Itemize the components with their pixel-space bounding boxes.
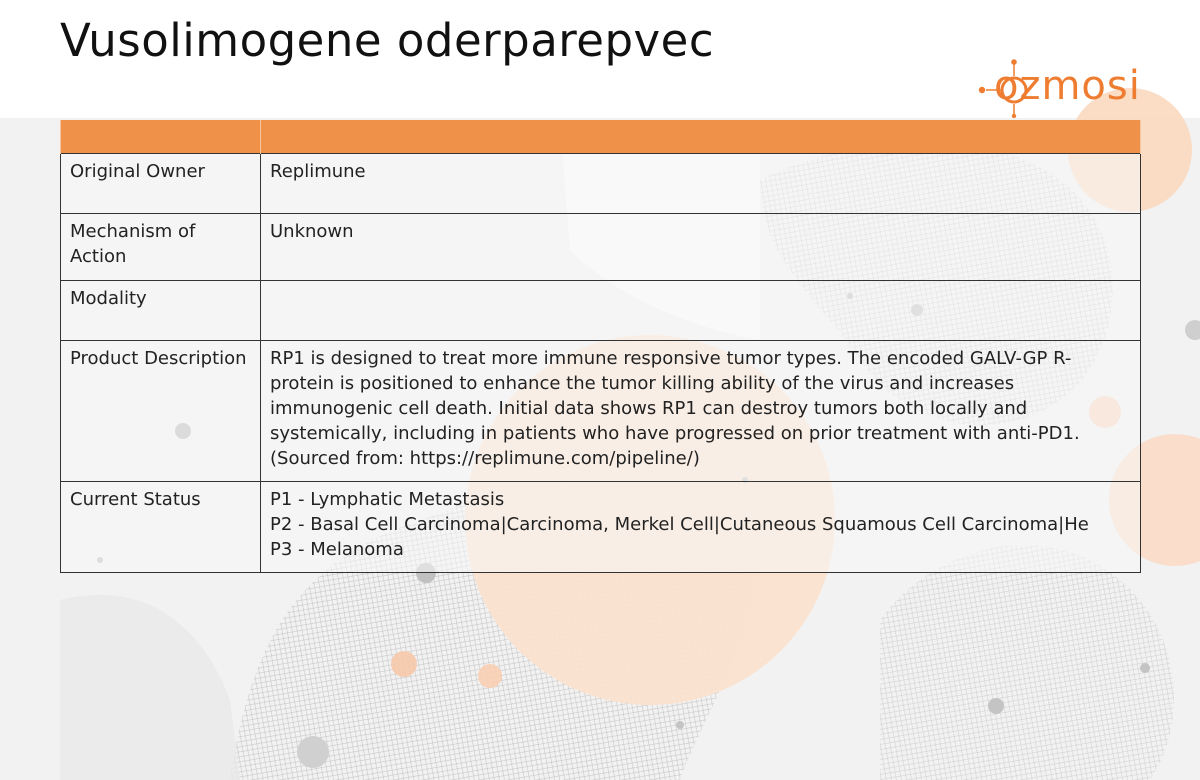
row-value-current-status <box>261 482 1141 573</box>
table-row <box>61 154 1141 214</box>
table-header-row <box>61 120 1141 154</box>
row-label-modality: Modality <box>61 281 261 341</box>
row-label-original-owner: Original Owner <box>61 154 261 214</box>
ozmosi-logo <box>968 58 1148 118</box>
header-cell-label <box>61 120 261 154</box>
row-value-mechanism-of-action: Unknown <box>261 214 1141 281</box>
row-value-modality <box>261 281 1141 341</box>
status-line-p1: P1 - Lymphatic Metastasis <box>270 489 505 510</box>
row-label-current-status: Current Status <box>61 482 261 573</box>
table-row <box>61 482 1141 573</box>
slide-title: Vusolimogene oderparepvec <box>60 14 715 67</box>
logo-wordmark: ozmosi <box>994 63 1141 109</box>
row-label-mechanism-of-action: Mechanism of Action <box>61 214 261 281</box>
status-line-p3: P3 - Melanoma <box>270 539 404 560</box>
row-value-original-owner: Replimune <box>261 154 1141 214</box>
status-line-p2: P2 - Basal Cell Carcinoma|Carcinoma, Merkel Cell|Cutaneous Squamous Cell Carcinoma|He <box>270 514 1089 535</box>
product-info-table <box>60 120 1141 573</box>
table-row <box>61 214 1141 281</box>
header-cell-value <box>261 120 1141 154</box>
table-row <box>61 281 1141 341</box>
row-label-product-description: Product Description <box>61 341 261 482</box>
row-value-product-description: RP1 is designed to treat more immune responsive tumor types. The encoded GALV-GP R-protein is positioned to enhance the tumor killing ability of the virus and increases immunogenic cell death. Initial data shows RP1 can destroy tumors both locally and systemically, including in patients who have progressed on prior treatment with anti-PD1. (Sourced from: https://replimune.com/pipeline/) <box>261 341 1141 482</box>
table-row <box>61 341 1141 482</box>
